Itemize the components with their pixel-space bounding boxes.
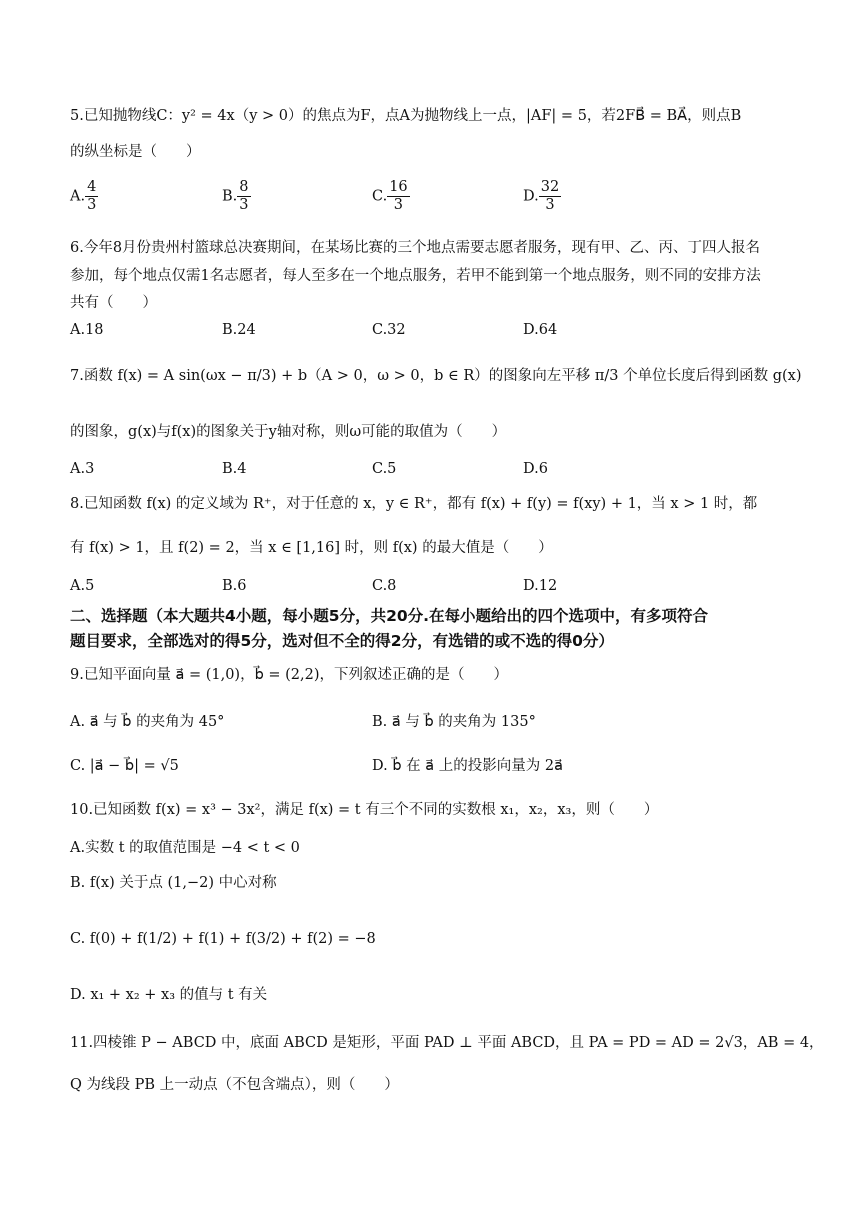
q7-option-b: B.4 bbox=[222, 461, 247, 477]
q7-option-a: A.3 bbox=[70, 461, 95, 477]
section-heading-line2: 题目要求，全部选对的得5分，选对但不全的得2分，有选错的或不选的得0分） bbox=[70, 632, 614, 650]
q7-stem-line1: 7.函数 f(x) = A sin(ωx − π/3) + b（A > 0，ω > 0，b ∈ R）的图象向左平移 π/3 个单位长度后得到函数 g(x) bbox=[70, 368, 802, 384]
q7-option-d: D.6 bbox=[523, 461, 548, 477]
fraction-numerator: 4 bbox=[87, 179, 97, 195]
q8-option-b: B.6 bbox=[222, 578, 247, 594]
fraction-denominator: 3 bbox=[393, 197, 404, 213]
q5-stem-line1: 5.已知抛物线C：y² = 4x（y > 0）的焦点为F，点A为抛物线上一点，|AF| = 5，若2FB⃗ = BA⃗，则点B bbox=[70, 108, 742, 124]
q6-stem-line3: 共有（ ） bbox=[70, 295, 157, 311]
fraction-denominator: 3 bbox=[239, 197, 249, 213]
q8-option-c: C.8 bbox=[372, 578, 397, 594]
option-label: C. bbox=[372, 188, 388, 205]
fraction-denominator: 3 bbox=[87, 197, 97, 213]
q9-option-d: D. b⃗ 在 a⃗ 上的投影向量为 2a⃗ bbox=[372, 758, 563, 774]
fraction-numerator: 16 bbox=[389, 179, 408, 195]
q10-stem: 10.已知函数 f(x) = x³ − 3x²，满足 f(x) = t 有三个不同的实数根 x₁，x₂，x₃，则（ ） bbox=[70, 802, 659, 818]
q8-stem-line2: 有 f(x) > 1，且 f(2) = 2，当 x ∈ [1,16] 时，则 f(x) 的最大值是（ ） bbox=[70, 540, 553, 556]
q6-option-b: B.24 bbox=[222, 322, 256, 338]
q11-stem-line2: Q 为线段 PB 上一动点（不包含端点），则（ ） bbox=[70, 1077, 399, 1093]
option-label: D. bbox=[523, 188, 539, 205]
q5-option-d bbox=[523, 179, 561, 214]
fraction-numerator: 8 bbox=[239, 179, 249, 195]
q10-option-c: C. f(0) + f(1/2) + f(1) + f(3/2) + f(2) = −8 bbox=[70, 931, 376, 947]
q6-option-c: C.32 bbox=[372, 322, 406, 338]
q8-option-a: A.5 bbox=[70, 578, 95, 594]
section-heading-line1: 二、选择题（本大题共4小题，每小题5分，共20分.在每小题给出的四个选项中，有多项符合 bbox=[70, 607, 709, 625]
q9-option-b: B. a⃗ 与 b⃗ 的夹角为 135° bbox=[372, 714, 536, 730]
q5-option-a bbox=[70, 179, 98, 214]
q8-option-d: D.12 bbox=[523, 578, 558, 594]
q6-stem-line2: 参加，每个地点仅需1名志愿者，每人至多在一个地点服务，若甲不能到第一个地点服务，则不同的安排方法 bbox=[70, 268, 761, 284]
fraction-numerator: 32 bbox=[540, 179, 560, 195]
q11-stem-line1: 11.四棱锥 P − ABCD 中，底面 ABCD 是矩形，平面 PAD ⊥ 平面 ABCD，且 PA = PD = AD = 2√3，AB = 4， bbox=[70, 1035, 824, 1051]
option-label: A. bbox=[70, 188, 86, 205]
q5-option-b bbox=[222, 179, 251, 214]
q5-stem-line2: 的纵坐标是（ ） bbox=[70, 144, 201, 160]
q6-stem-line1: 6.今年8月份贵州村篮球总决赛期间，在某场比赛的三个地点需要志愿者服务，现有甲、乙、丙、丁四人报名 bbox=[70, 240, 761, 256]
q7-stem-line2: 的图象，g(x)与f(x)的图象关于y轴对称，则ω可能的取值为（ ） bbox=[70, 424, 507, 440]
fraction-denominator: 3 bbox=[545, 197, 555, 213]
q6-option-d: D.64 bbox=[523, 322, 558, 338]
q8-stem-line1: 8.已知函数 f(x) 的定义域为 R⁺，对于任意的 x，y ∈ R⁺，都有 f(x) + f(y) = f(xy) + 1，当 x > 1 时，都 bbox=[70, 496, 758, 512]
q7-option-c: C.5 bbox=[372, 461, 397, 477]
q10-option-d: D. x₁ + x₂ + x₃ 的值与 t 有关 bbox=[70, 987, 268, 1003]
q10-option-b: B. f(x) 关于点 (1,−2) 中心对称 bbox=[70, 875, 277, 891]
q5-option-c bbox=[372, 179, 410, 214]
option-label: B. bbox=[222, 188, 238, 205]
q9-option-a: A. a⃗ 与 b⃗ 的夹角为 45° bbox=[70, 714, 225, 730]
q6-option-a: A.18 bbox=[70, 322, 104, 338]
q9-option-c: C. |a⃗ − b⃗| = √5 bbox=[70, 758, 179, 774]
q10-option-a: A.实数 t 的取值范围是 −4 < t < 0 bbox=[70, 840, 300, 856]
q9-stem: 9.已知平面向量 a⃗ = (1,0)，b⃗ = (2,2)，下列叙述正确的是（ ） bbox=[70, 667, 509, 683]
